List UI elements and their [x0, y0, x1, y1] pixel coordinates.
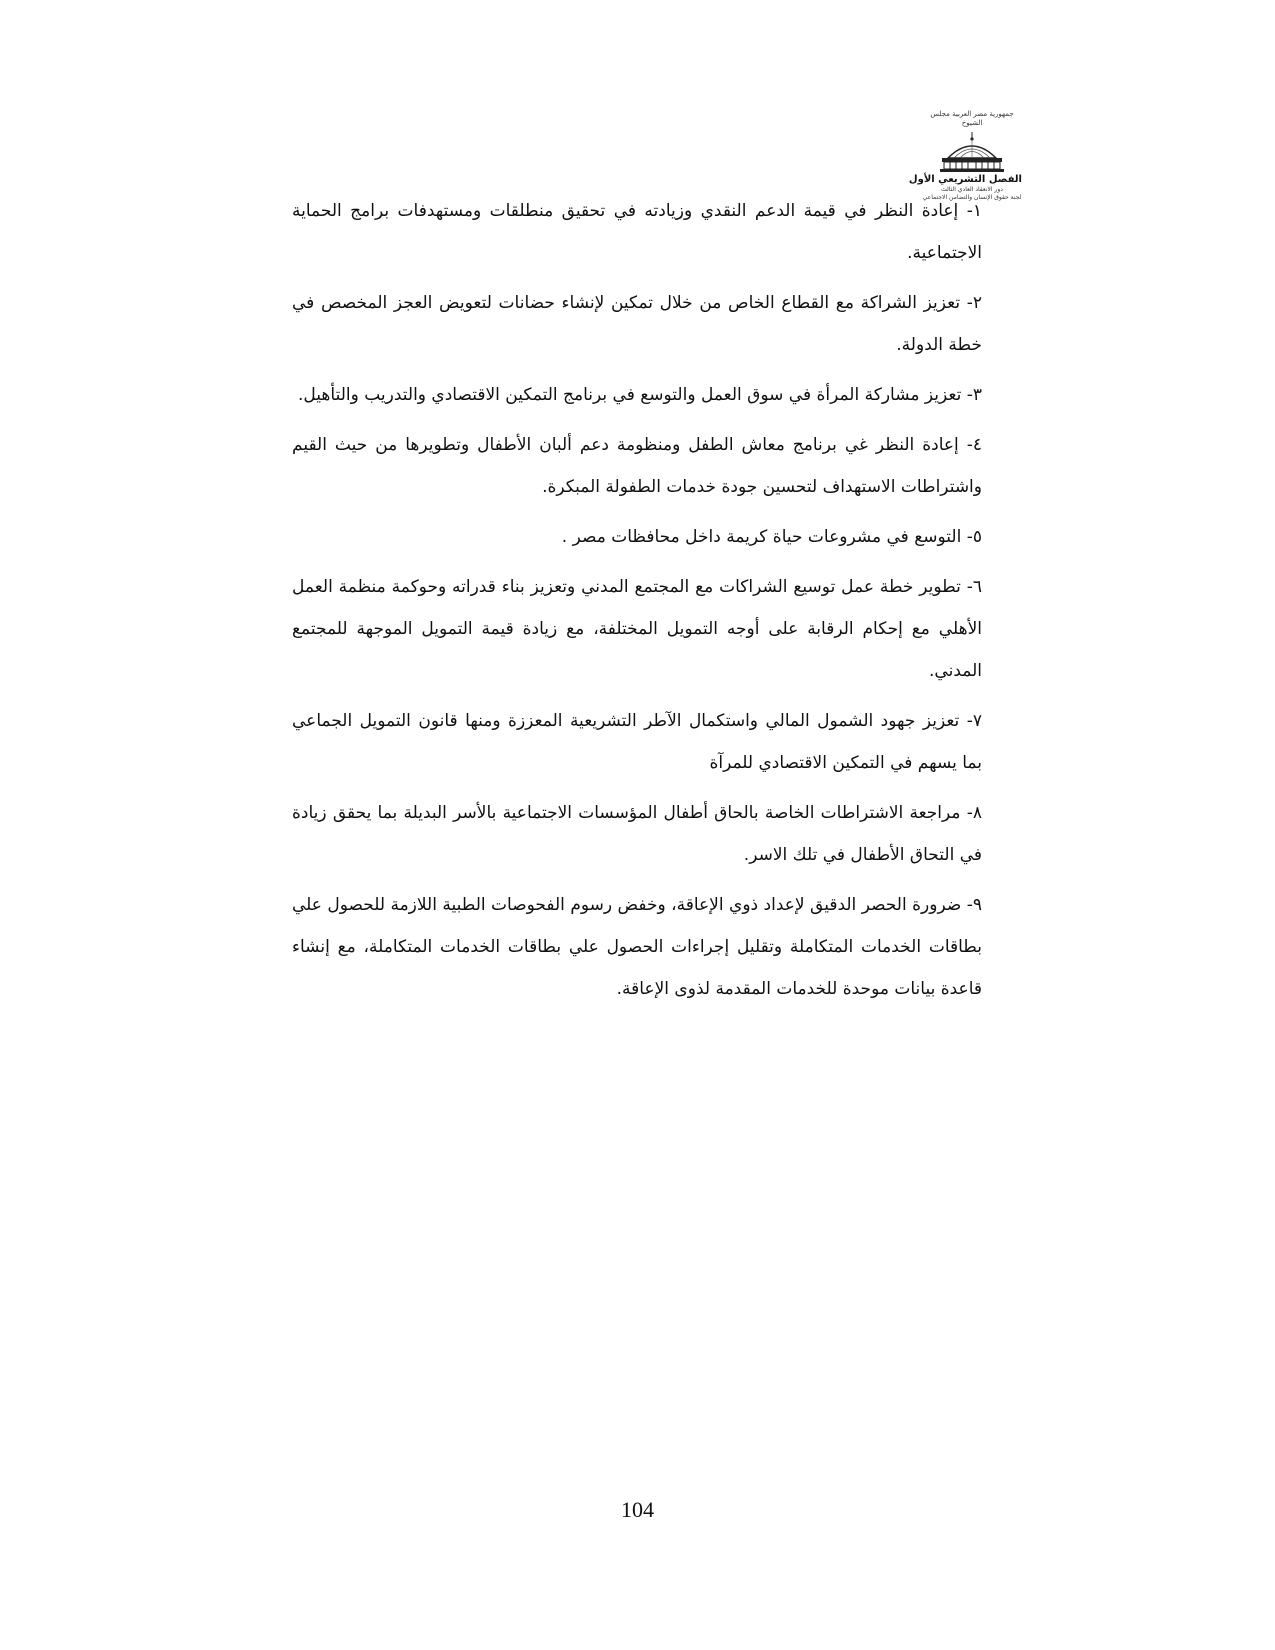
- list-item: ٧- تعزيز جهود الشمول المالي واستكمال الآطر التشريعية المعززة ومنها قانون التمويل الجماعي بما يسهم في التمكين الاقتصادي للمرآة: [292, 711, 982, 773]
- list-item: ٢- تعزيز الشراكة مع القطاع الخاص من خلال تمكين لإنشاء حضانات لتعويض العجز المخصص في خطة الدولة.: [292, 293, 982, 355]
- list-item: ١- إعادة النظر في قيمة الدعم النقدي وزيادته في تحقيق منطلقات ومستهدفات برامج الحماية الاجتماعية.: [292, 201, 982, 263]
- list-item: ٥- التوسع في مشروعات حياة كريمة داخل محافظات مصر .: [561, 527, 982, 547]
- logo-top-text: جمهورية مصر العربية مجلس الشيوخ: [930, 110, 1014, 127]
- page-number: 104: [621, 1497, 654, 1522]
- dome-emblem-icon: [932, 130, 1012, 174]
- list-item: ٣- تعزيز مشاركة المرأة في سوق العمل والتوسع في برنامج التمكين الاقتصادي والتدريب والتأهيل.: [298, 385, 982, 405]
- list-item: ٩- ضرورة الحصر الدقيق لإعداد ذوي الإعاقة، وخفض رسوم الفحوصات الطبية اللازمة للحصول علي بطاقات الخدمات المتكاملة وتقليل إجراءات الحصول علي بطاقات الخدمات المتكاملة، مع إنشاء قاعدة بيانات موحدة للخدمات المقدمة لذوى الإعاقة.: [292, 895, 982, 999]
- logo-name: الفصل التشريعي الأول: [908, 174, 1022, 185]
- logo-committee: لجنة حقوق الإنسان والتضامن الاجتماعي: [922, 194, 1022, 201]
- list-item: ٦- تطوير خطة عمل توسيع الشراكات مع المجتمع المدني وتعزيز بناء قدراته وحوكمة منظمة العمل الأهلي مع إحكام الرقابة على أوجه التمويل المختلفة، مع زيادة قيمة التمويل الموجهة للمجتمع المدني.: [292, 577, 982, 681]
- list-item: ٨- مراجعة الاشتراطات الخاصة بالحاق أطفال المؤسسات الاجتماعية بالأسر البديلة بما يحقق زيادة في التحاق الأطفال في تلك الاسر.: [292, 803, 982, 865]
- recommendations-list: [292, 190, 982, 1018]
- logo-subtitle: دور الانعقاد العادي الثالث: [941, 186, 1003, 193]
- list-item: ٤- إعادة النظر غي برنامج معاش الطفل ومنظومة دعم ألبان الأطفال وتطويرها من حيث القيم واشتراطات الاستهداف لتحسين جودة خدمات الطفولة المبكرة.: [292, 435, 982, 497]
